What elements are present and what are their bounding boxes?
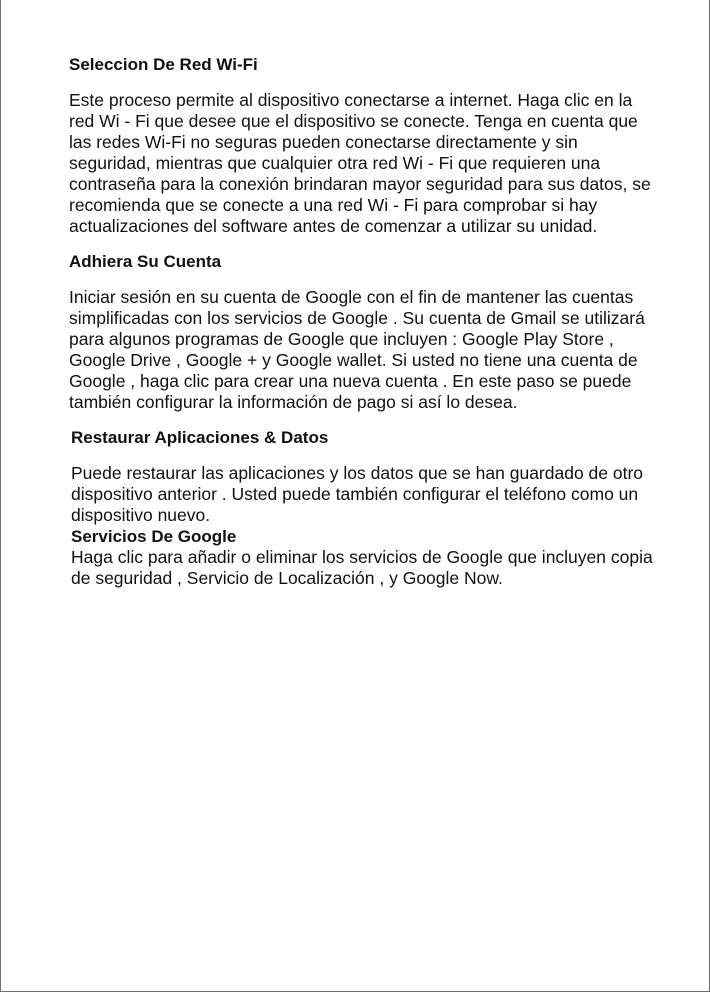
section-body-account: Iniciar sesión en su cuenta de Google con el fin de mantener las cuentas simplificadas con los servicios de Google . Su cuenta de Gmail se utilizará para algunos programas de Google que incluyen : Google Play Store , Google Drive , Google + y Google wallet. Si usted no tiene una cuenta de Google , haga clic para crear una nueva cuenta . En este paso se puede también configurar la información de pago si así lo desea. <box>69 287 645 412</box>
section-body-google-services: Haga clic para añadir o eliminar los servicios de Google que incluyen copia de seguridad , Servicio de Localización , y Google Now. <box>71 547 653 588</box>
section-heading-google-services: Servicios De Google <box>71 527 237 546</box>
section-body-restore: Puede restaurar las aplicaciones y los datos que se han guardado de otro dispositivo anterior . Usted puede también configurar el teléfono como un dispositivo nuevo. <box>71 463 644 525</box>
document-content <box>69 54 659 589</box>
section-heading-account: Adhiera Su Cuenta <box>69 252 222 271</box>
section-heading-wifi: Seleccion De Red Wi-Fi <box>69 55 258 74</box>
section-heading-restore: Restaurar Aplicaciones & Datos <box>71 428 329 447</box>
section-body-wifi: Este proceso permite al dispositivo conectarse a internet. Haga clic en la red Wi - Fi que desee que el dispositivo se conecte. Tenga en cuenta que las redes Wi-Fi no seguras pueden conectarse directamente y sin seguridad, mientras que cualquier otra red Wi - Fi que requieren una contraseña para la conexión brindaran mayor seguridad para sus datos, se recomienda que se conecte a una red Wi - Fi para comprobar si hay actualizaciones del software antes de comenzar a utilizar su unidad. <box>69 90 651 236</box>
